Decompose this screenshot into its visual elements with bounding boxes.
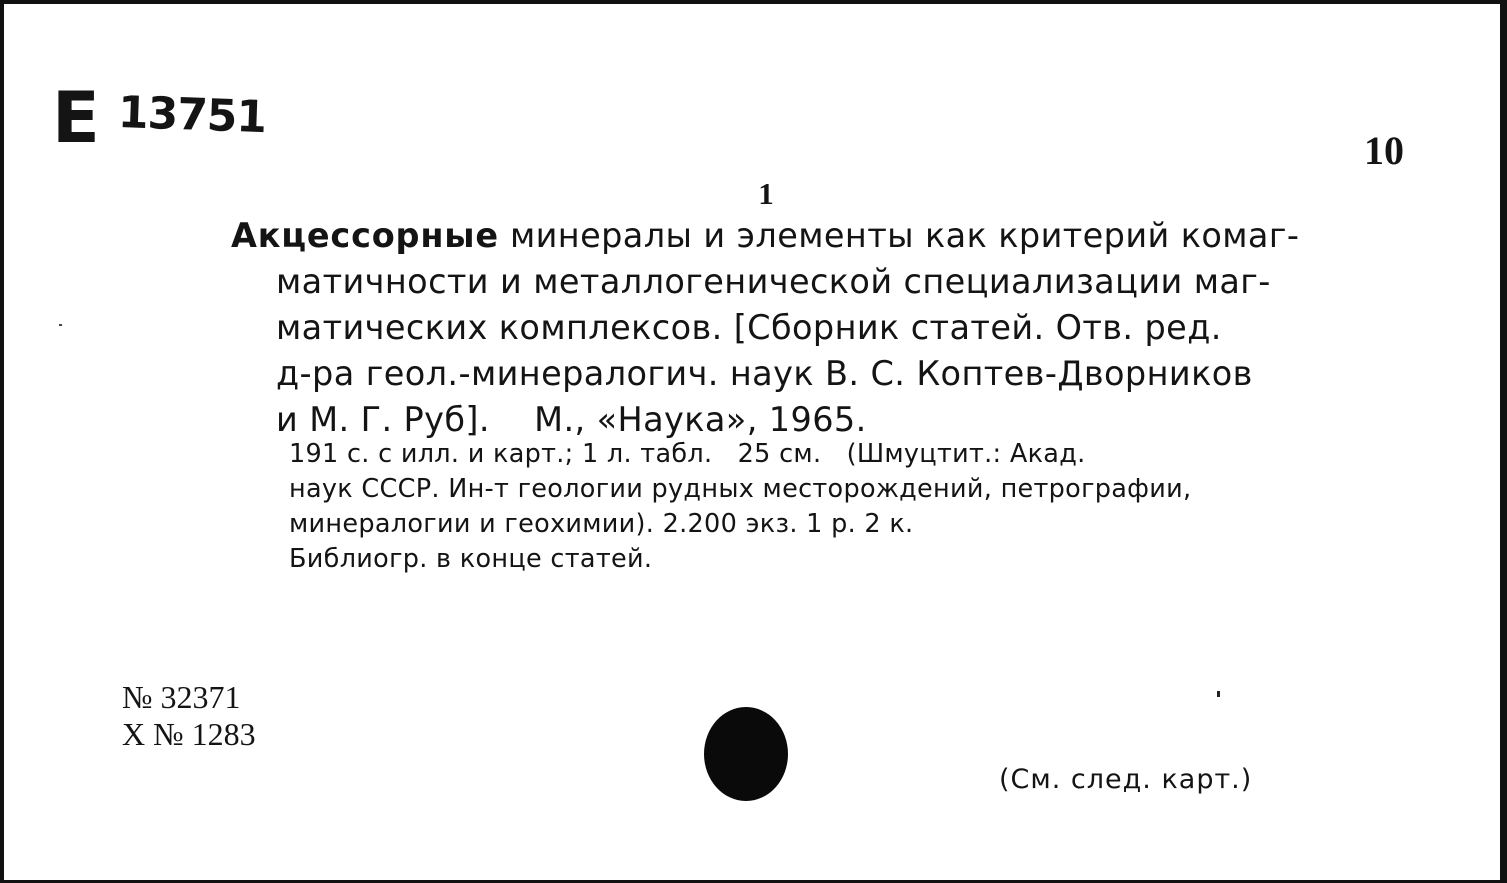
- continued-note: (См. след. карт.): [999, 764, 1253, 795]
- imprint-line: Библиогр. в конце статей.: [289, 544, 653, 574]
- title-line-1-text: минералы и элементы как критерий комаг-: [498, 216, 1300, 255]
- title-block: [231, 213, 1406, 443]
- imprint-line: наук СССР. Ин-т геологии рудных месторождений, петрографии,: [289, 474, 1192, 504]
- title-line: и М. Г. Руб]. М., «Наука», 1965.: [276, 400, 867, 439]
- entry-number: 1: [758, 176, 774, 211]
- title-line: [231, 213, 1406, 259]
- title-line: матичности и металлогенической специализации маг-: [276, 262, 1271, 301]
- title-head-word: Акцессорные: [231, 216, 499, 255]
- ink-mark: [1217, 691, 1220, 697]
- title-line: матических комплексов. [Сборник статей. Отв. ред.: [276, 308, 1222, 347]
- accession-number-x: Х № 1283: [122, 716, 256, 752]
- ink-mark: [59, 324, 62, 326]
- imprint-line: 191 с. с илл. и карт.; 1 л. табл. 25 см. (Шмуцтит.: Акад.: [289, 439, 1086, 469]
- imprint-line: минералогии и геохимии). 2.200 экз. 1 р. 2 к.: [289, 509, 914, 539]
- call-number: 13751: [117, 87, 267, 144]
- title-line: д-ра геол.-минералогич. наук В. С. Коптев-Дворников: [276, 354, 1253, 393]
- card-index-number: 10: [1364, 128, 1404, 173]
- accession-numbers: [122, 679, 256, 753]
- imprint-block: [289, 437, 1404, 577]
- call-letter: Е: [52, 77, 99, 159]
- punch-hole: [704, 707, 788, 801]
- accession-number: № 32371: [122, 679, 241, 715]
